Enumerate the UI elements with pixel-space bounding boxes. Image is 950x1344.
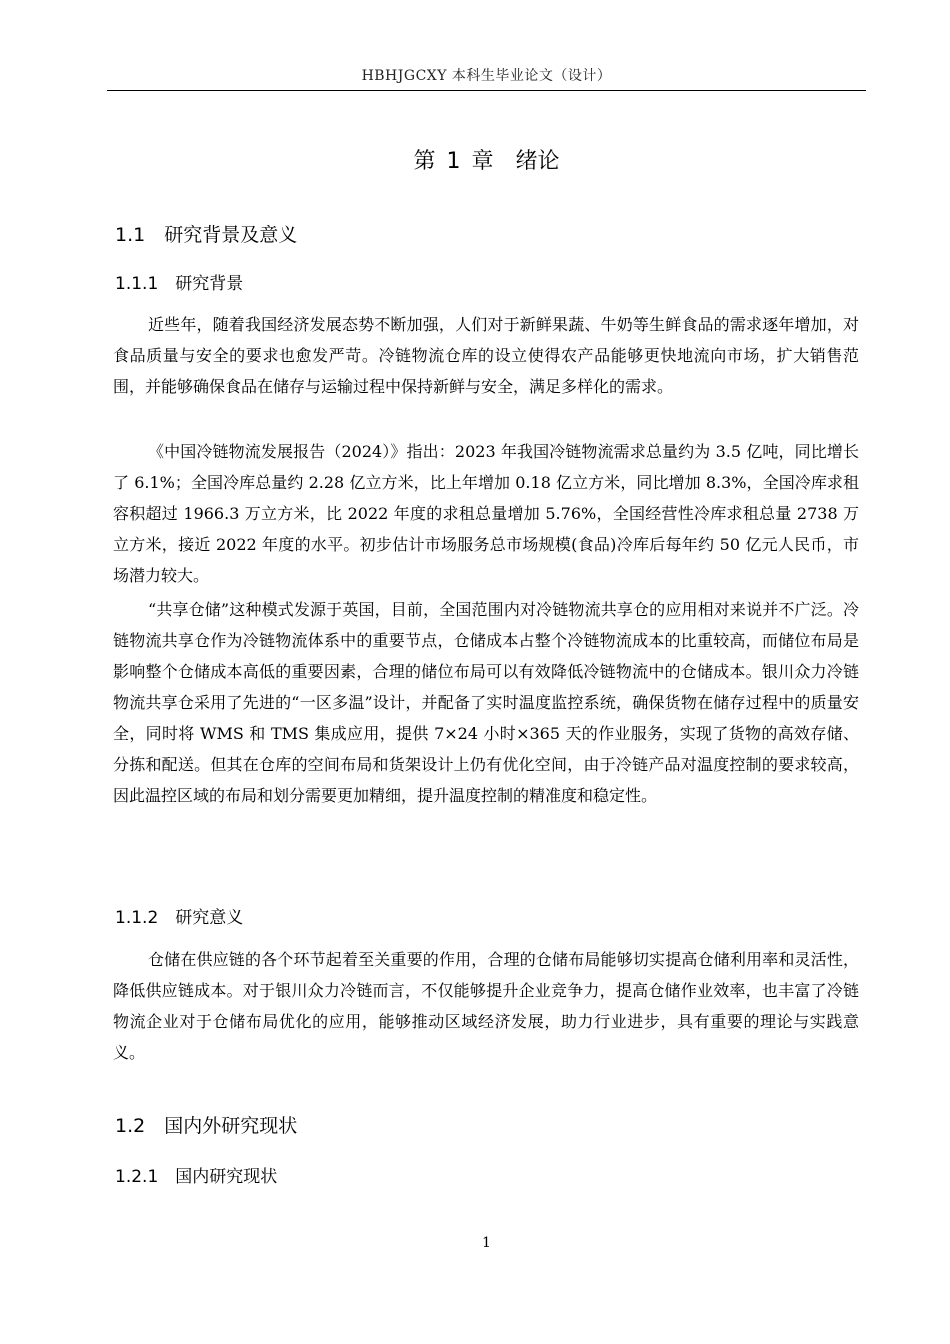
subsection-heading-1-2-1: 1.2.1 国内研究现状 — [115, 1167, 278, 1187]
paragraph-background-3: “共享仓储”这种模式发源于英国，目前，全国范围内对冷链物流共享仓的应用相对来说并不广泛。冷链物流共享仓作为冷链物流体系中的重要节点，仓储成本占整个冷链物流成本的比重较高，而储位布局是影响整个仓储成本高低的重要因素，合理的储位布局可以有效降低冷链物流中的仓储成本。银川众力冷链物流共享仓采用了先进的“一区多温”设计，并配备了实时温度监控系统，确保货物在储存过程中的质量安全，同时将 WMS 和 TMS 集成应用，提供 7×24 小时×365 天的作业服务，实现了货物的高效存储、分拣和配送。但其在仓库的空间布局和货架设计上仍有优化空间，由于冷链产品对温度控制的要求较高，因此温控区域的布局和划分需要更加精细，提升温度控制的精准度和稳定性。 — [113, 600, 859, 805]
running-header: HBHJGCXY 本科生毕业论文（设计） — [361, 68, 612, 84]
page-number: 1 — [482, 1235, 491, 1251]
header-rule — [107, 90, 866, 91]
paragraph-background-1: 近些年，随着我国经济发展态势不断加强，人们对于新鲜果蔬、牛奶等生鲜食品的需求逐年增加，对食品质量与安全的要求也愈发严苛。冷链物流仓库的设立使得农产品能够更快地流向市场，扩大销售范围，并能够确保食品在储存与运输过程中保持新鲜与安全，满足多样化的需求。 — [113, 315, 859, 396]
paragraph-background-2: 《中国冷链物流发展报告（2024）》指出：2023 年我国冷链物流需求总量约为 3.5 亿吨，同比增长了 6.1%；全国冷库总量约 2.28 亿立方米，比上年增加 0.18 亿立方米，同比增加 8.3%，全国冷库求租容积超过 1966.3 万立方米，比 2022 年度的求租总量增加 5.76%，全国经营性冷库求租总量 2738 万立方米，接近 2022 年度的水平。初步估计市场服务总市场规模(食品)冷库后每年约 50 亿元人民币，市场潜力较大。 — [113, 442, 859, 585]
subsection-heading-1-1-2: 1.1.2 研究意义 — [115, 908, 244, 928]
paragraph-significance: 仓储在供应链的各个环节起着至关重要的作用，合理的仓储布局能够切实提高仓储利用率和灵活性，降低供应链成本。对于银川众力冷链而言，不仅能够提升企业竞争力，提高仓储作业效率，也丰富了冷链物流企业对于仓储布局优化的应用，能够推动区域经济发展，助力行业进步，具有重要的理论与实践意义。 — [113, 950, 859, 1062]
section-heading-1-1: 1.1 研究背景及意义 — [115, 224, 298, 246]
section-heading-1-2: 1.2 国内外研究现状 — [115, 1115, 298, 1137]
subsection-heading-1-1-1: 1.1.1 研究背景 — [115, 274, 244, 294]
chapter-title: 第 1 章 绪论 — [413, 149, 560, 174]
